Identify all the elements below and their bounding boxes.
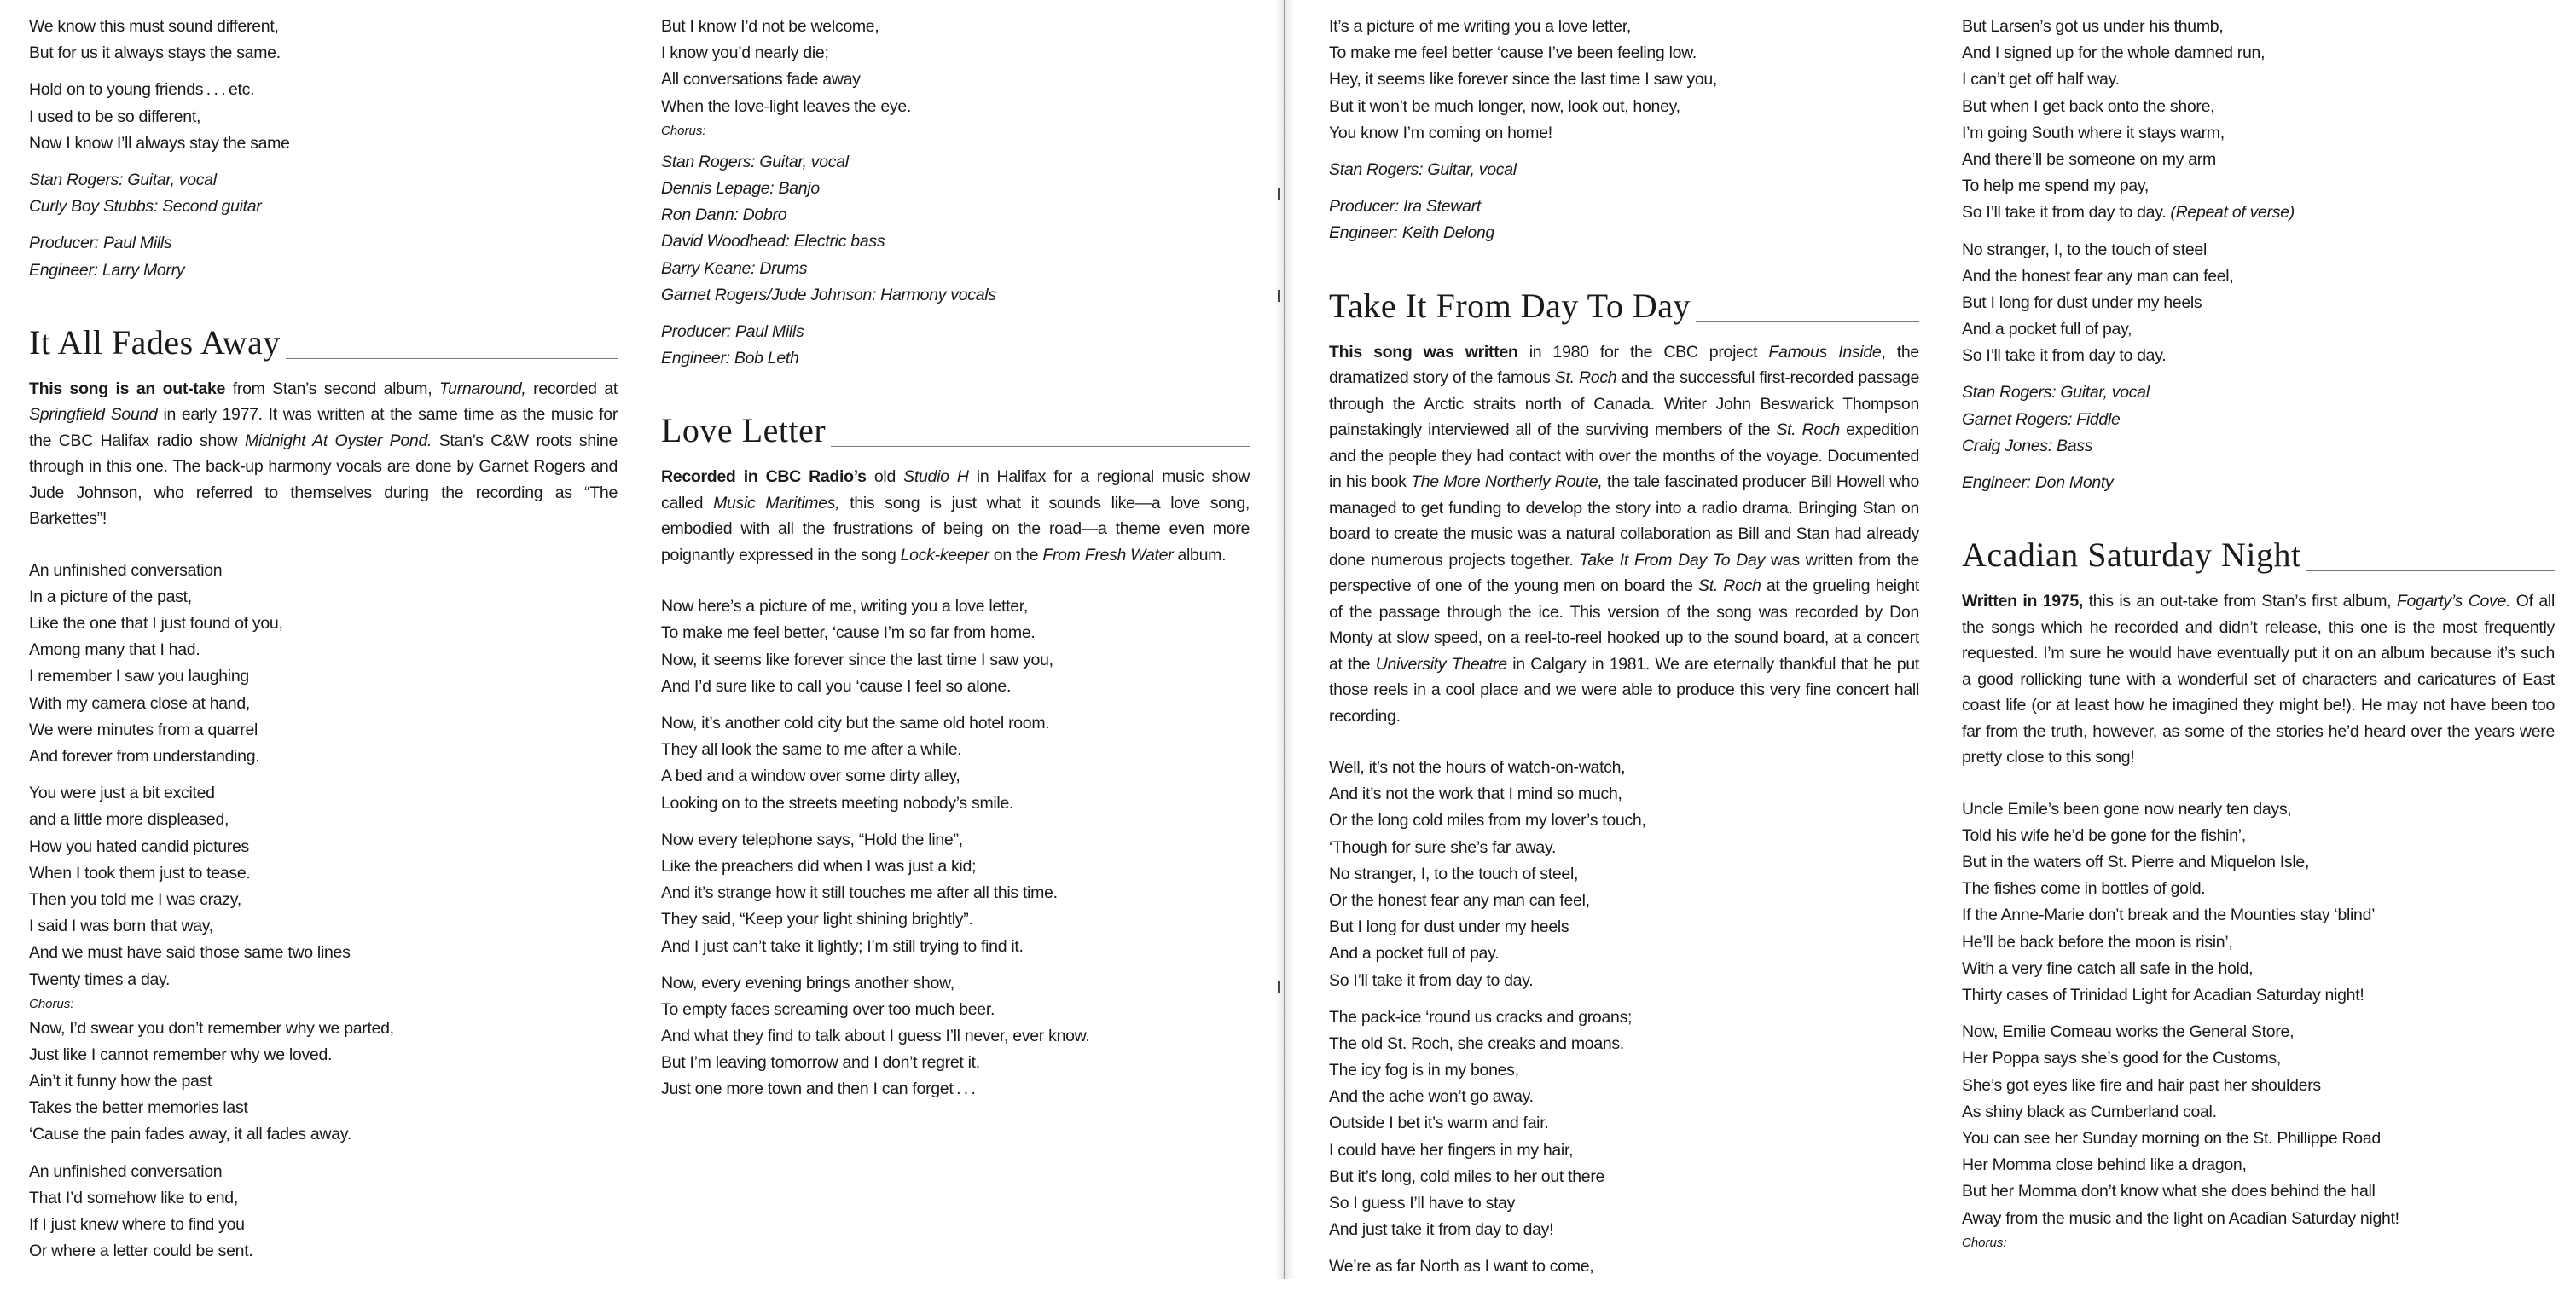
- text-line: No stranger, I, to the touch of steel: [1962, 240, 2207, 259]
- text-line: Garnet Rogers/Jude Johnson: Harmony vocals: [661, 285, 996, 304]
- text-line: We’re as far North as I want to come,: [1329, 1257, 1594, 1277]
- text-line: And it’s strange how it still touches me after all this time.: [661, 883, 1058, 903]
- lyrics-verse: [29, 780, 618, 993]
- text-line: No stranger, I, to the touch of steel,: [1329, 864, 1579, 883]
- text-line: Engineer: Don Monty: [1962, 473, 2114, 492]
- text-line: But it won’t be much longer, now, look out, honey,: [1329, 96, 1680, 116]
- text-line: And I’d sure like to call you ‘cause I feel so alone.: [661, 676, 1012, 696]
- text-line: With a very fine catch all safe in the hold,: [1962, 958, 2254, 978]
- chorus-label: Chorus:: [661, 123, 706, 138]
- text-line: All conversations fade away: [661, 70, 861, 90]
- text-line: Garnet Rogers: Fiddle: [1962, 409, 2121, 429]
- text-line: Stan Rogers: Guitar, vocal: [661, 152, 849, 171]
- song-title: Love Letter: [661, 409, 1250, 452]
- text-line: To make me feel better, ‘cause I’m so far from home.: [661, 623, 1036, 643]
- text-line: Her Poppa says she’s good for the Customs,: [1962, 1049, 2281, 1068]
- text-line: Producer: Paul Mills: [29, 234, 172, 253]
- text-line: And I signed up for the whole damned run,: [1962, 43, 2266, 63]
- text-line: ‘Though for sure she’s far away.: [1329, 837, 1557, 857]
- text-line: An unfinished conversation: [29, 1161, 223, 1181]
- chorus-label: Chorus:: [1962, 1235, 2007, 1250]
- text-line: Producer: Ira Stewart: [1329, 197, 1481, 217]
- lyrics-verse: [1962, 1019, 2555, 1232]
- text-line: Or the honest fear any man can feel,: [1329, 890, 1590, 910]
- text-line: Hold on to young friends . . . etc.: [29, 80, 255, 100]
- text-line: I remember I saw you laughing: [29, 667, 249, 686]
- text-line: Engineer: Larry Morry: [29, 260, 185, 280]
- column-2: [661, 0, 1250, 1114]
- text-line: Now here’s a picture of me, writing you a love letter,: [661, 597, 1028, 617]
- text-line: The pack-ice ‘round us cracks and groans;: [1329, 1007, 1633, 1027]
- text-line: Outside I bet it’s warm and fair.: [1329, 1114, 1549, 1133]
- text-line: Engineer: Bob Leth: [661, 349, 799, 368]
- text-line: Stan Rogers: Guitar, vocal: [1962, 383, 2150, 402]
- text-line: When the love-light leaves the eye.: [661, 96, 912, 116]
- text-line: But I long for dust under my heels: [1962, 292, 2202, 312]
- text-line: She’s got eyes like fire and hair past her shoulders: [1962, 1075, 2321, 1095]
- text-line: So I’ll take it from day to day.: [1329, 970, 1534, 990]
- lyrics-verse: [661, 710, 1250, 817]
- performer-credits: [29, 167, 618, 220]
- text-line: The fishes come in bottles of gold.: [1962, 879, 2206, 899]
- text-line: You know I’m coming on home!: [1329, 123, 1552, 142]
- text-line: I’m going South where it stays warm,: [1962, 123, 2225, 142]
- lyrics-verse: [1329, 14, 1919, 147]
- text-line: You were just a bit excited: [29, 784, 215, 803]
- text-line: Craig Jones: Bass: [1962, 436, 2093, 455]
- song-title: It All Fades Away: [29, 321, 618, 364]
- lyrics-verse: [661, 970, 1250, 1103]
- staple-mark: [1278, 981, 1291, 993]
- performer-credits: [1962, 379, 2555, 460]
- text-line: But for us it always stays the same.: [29, 43, 281, 63]
- lyrics-verse: [1962, 237, 2555, 370]
- song-title: Acadian Saturday Night: [1962, 534, 2555, 576]
- production-credits: [1329, 194, 1919, 246]
- text-line: And a pocket full of pay,: [1962, 320, 2132, 339]
- text-line: Well, it’s not the hours of watch-on-watch,: [1329, 758, 1626, 777]
- staple-mark: [1278, 188, 1291, 200]
- text-line: Now, I’d swear you don’t remember why we parted,: [29, 1018, 394, 1038]
- lyrics-lines: [1962, 14, 2555, 227]
- text-line: Or where a letter could be sent.: [29, 1242, 253, 1261]
- text-line: I said I was born that way,: [29, 917, 213, 936]
- lyrics-chorus: [29, 1016, 618, 1149]
- text-line: Away from the music and the light on Acadian Saturday night!: [1962, 1208, 2399, 1228]
- performer-credits: [661, 149, 1250, 309]
- text-line: So I’ll take it from day to day.: [1962, 346, 2167, 366]
- text-line: [1962, 200, 2555, 226]
- text-line: And what they find to talk about I guess I’ll never, ever know.: [661, 1027, 1090, 1046]
- text-line: Ron Dann: Dobro: [661, 206, 787, 225]
- text-line: Like the one that I just found of you,: [29, 614, 283, 634]
- text-line: And the ache won’t go away.: [1329, 1087, 1534, 1107]
- text-line: But I know I’d not be welcome,: [661, 17, 879, 36]
- text-line: But it’s long, cold miles to her out there: [1329, 1167, 1605, 1186]
- text-line: Now, it’s another cold city but the same old hotel room.: [661, 714, 1050, 732]
- text-line: And the honest fear any man can feel,: [1962, 266, 2234, 286]
- lyrics-verse: [29, 14, 618, 67]
- text-line: Now, every evening brings another show,: [661, 973, 954, 993]
- text-line: They all look the same to me after a while.: [661, 740, 962, 760]
- text-line: But in the waters off St. Pierre and Miquelon Isle,: [1962, 853, 2310, 872]
- text-line: Just like I cannot remember why we loved.: [29, 1045, 333, 1064]
- text-line: Now, it seems like forever since the last time I saw you,: [661, 650, 1053, 669]
- text-line: How you hated candid pictures: [29, 837, 249, 856]
- lyrics-verse: [1329, 1004, 1919, 1244]
- text-line: As shiny black as Cumberland coal.: [1962, 1102, 2217, 1121]
- text-line: They said, “Keep your light shining brightly”.: [661, 910, 973, 929]
- text-line: Or the long cold miles from my lover’s touch,: [1329, 811, 1646, 831]
- text-line: Now, Emilie Comeau works the General Store,: [1962, 1022, 2295, 1042]
- text-line: Told his wife he’d be gone for the fishin’,: [1962, 825, 2246, 845]
- text-line: I could have her fingers in my hair,: [1329, 1140, 1574, 1160]
- lyrics-verse: [661, 14, 1250, 120]
- production-credits: [661, 319, 1250, 372]
- lyrics-verse: [29, 558, 618, 771]
- text-line: He’ll be back before the moon is risin’,: [1962, 932, 2233, 952]
- text-segment: So I’ll take it from day to day.: [1962, 203, 2167, 223]
- text-line: Ain’t it funny how the past: [29, 1072, 212, 1091]
- text-line: And forever from understanding.: [29, 747, 260, 766]
- text-line: And just take it from day to day!: [1329, 1220, 1554, 1240]
- text-line: Now I know I’ll always stay the same: [29, 133, 290, 153]
- text-line: It’s a picture of me writing you a love letter,: [1329, 17, 1632, 36]
- text-line: Engineer: Keith Delong: [1329, 223, 1494, 243]
- text-line: Now every telephone says, “Hold the line”,: [661, 830, 963, 849]
- repeat-note: (Repeat of verse): [2166, 203, 2295, 223]
- text-line: Stan Rogers: Guitar, vocal: [29, 170, 217, 189]
- performer-credits: [1329, 157, 1919, 183]
- text-line: An unfinished conversation: [29, 560, 223, 580]
- text-line: Twenty times a day.: [29, 970, 171, 989]
- text-line: ‘Cause the pain fades away, it all fades away.: [29, 1125, 351, 1144]
- text-line: We were minutes from a quarrel: [29, 720, 258, 739]
- text-line: and a little more displeased,: [29, 810, 229, 830]
- text-line: But her Momma don’t know what she does behind the hall: [1962, 1182, 2376, 1201]
- text-line: Thirty cases of Trinidad Light for Acadian Saturday night!: [1962, 986, 2364, 1004]
- text-line: I know you’d nearly die;: [661, 43, 829, 63]
- text-line: I can’t get off half way.: [1962, 70, 2120, 90]
- lyrics-verse: [661, 593, 1250, 700]
- chorus-label: Chorus:: [29, 996, 74, 1011]
- text-line: So I guess I’ll have to stay: [1329, 1194, 1516, 1213]
- text-line: But when I get back onto the shore,: [1962, 96, 2215, 116]
- text-line: I used to be so different,: [29, 107, 201, 126]
- text-line: Hey, it seems like forever since the last time I saw you,: [1329, 70, 1718, 90]
- song-notes: This song was written in 1980 for the CBC project Famous Inside, the dramatized story of the famous St. Roch and the successful first-recorded passage through the Arctic straits north of Canada. Writer John Beswarick Thompson painstakingly interviewed all of the surviving members of the St. Roch expedition and the people they had contact with over the months of the voyage. Documented in his book The More Northerly Route, the tale fascinated producer Bill Howell who managed to get funding to develop the story into a radio drama. Bringing Stan on board to create the music was a natural collaboration as Bill and Stan had already done numerous projects together. Take It From Day To Day was written from the perspective of one of the young men on board the St. Roch at the grueling height of the passage through the ice. This version of the song was recorded by Don Monty at slow speed, on a reel-to-reel hooked up to the sound board, at a concert at the University Theatre in Calgary in 1981. We are eternally thankful that he put those reels in a cool place and we were able to produce this very fine concert hall recording.: [1329, 342, 1920, 726]
- text-line: Producer: Paul Mills: [661, 321, 804, 341]
- text-line: You can see her Sunday morning on the St. Phillippe Road: [1962, 1128, 2381, 1148]
- text-line: Curly Boy Stubbs: Second guitar: [29, 197, 262, 217]
- production-credits: [29, 230, 618, 283]
- text-line: But I’m leaving tomorrow and I don’t regret it.: [661, 1053, 980, 1073]
- column-3: [1329, 0, 1919, 1291]
- text-line: To make me feel better ‘cause I’ve been feeling low.: [1329, 43, 1697, 63]
- lyrics-verse: [1329, 755, 1919, 994]
- lyrics-verse: [1329, 1253, 1919, 1280]
- song-title: Take It From Day To Day: [1329, 285, 1919, 327]
- song-notes: Written in 1975, this is an out-take from Stan’s first album, Fogarty’s Cove. Of all the songs which he recorded and didn’t release, this one is the most frequently requested. I’m sure he would have eventually put it on an album because it’s such a good rollicking tune with a wonderful set of characters and caricatures of East coast life (or at least how he imagined they might be!). He may not have been too far from the truth, however, as some of the stories he’d heard over the years were pretty close to this song!: [1962, 592, 2555, 767]
- text-line: In a picture of the past,: [29, 587, 192, 606]
- text-line: Dennis Lepage: Banjo: [661, 178, 820, 198]
- text-line: And we must have said those same two lines: [29, 943, 351, 963]
- song-notes: This song is an out-take from Stan’s second album, Turnaround, recorded at Springfield Sound in early 1977. It was written at the same time as the music for the CBC Halifax radio show Midnight At Oyster Pond. Stan’s C&W roots shine through in this one. The back-up harmony vocals are done by Garnet Rogers and Jude Johnson, who referred to themselves during the recording as “The Barkettes”!: [29, 379, 618, 529]
- text-line: And a pocket full of pay.: [1329, 944, 1500, 964]
- text-line: And I just can’t take it lightly; I’m still trying to find it.: [661, 936, 1024, 956]
- text-line: Uncle Emile’s been gone now nearly ten days,: [1962, 799, 2292, 819]
- staple-mark: [1278, 290, 1291, 302]
- text-line: But Larsen’s got us under his thumb,: [1962, 17, 2224, 36]
- text-line: We know this must sound different,: [29, 17, 279, 36]
- lyrics-verse: [1962, 796, 2555, 1010]
- text-line: To empty faces screaming over too much beer.: [661, 999, 995, 1019]
- column-1: [29, 0, 618, 1275]
- text-line: But I long for dust under my heels: [1329, 918, 1569, 937]
- text-line: Stan Rogers: Guitar, vocal: [1329, 159, 1517, 179]
- text-line: Just one more town and then I can forget . . .: [661, 1080, 976, 1099]
- text-line: Among many that I had.: [29, 640, 200, 660]
- text-line: If I just knew where to find you: [29, 1215, 245, 1234]
- column-4: [1962, 0, 2555, 1254]
- text-line: And it’s not the work that I mind so much,: [1329, 784, 1622, 804]
- text-line: Her Momma close behind like a dragon,: [1962, 1155, 2247, 1175]
- text-line: If the Anne-Marie don’t break and the Mounties stay ‘blind’: [1962, 906, 2376, 925]
- text-line: Like the preachers did when I was just a kid;: [661, 856, 977, 876]
- text-line: That I’d somehow like to end,: [29, 1188, 238, 1207]
- lyrics-verse: [1962, 14, 2555, 227]
- text-line: When I took them just to tease.: [29, 863, 251, 883]
- text-line: Takes the better memories last: [29, 1098, 248, 1118]
- production-credits: [1962, 470, 2555, 496]
- song-notes: Recorded in CBC Radio’s old Studio H in Halifax for a regional music show called Music Maritimes, this song is just what it sounds like—a love song, embodied with all the frustrations of being on the road—a theme even more poignantly expressed in the song Lock-keeper on the From Fresh Water album.: [661, 467, 1250, 564]
- text-line: Barry Keane: Drums: [661, 258, 808, 278]
- text-line: David Woodhead: Electric bass: [661, 232, 885, 252]
- text-line: Looking on to the streets meeting nobody’s smile.: [661, 793, 1014, 813]
- text-line: With my camera close at hand,: [29, 693, 250, 713]
- text-line: And there’ll be someone on my arm: [1962, 149, 2216, 169]
- text-line: The old St. Roch, she creaks and moans.: [1329, 1033, 1624, 1053]
- text-line: To help me spend my pay,: [1962, 177, 2149, 196]
- lyrics-verse: [29, 77, 618, 157]
- text-line: Then you told me I was crazy,: [29, 889, 241, 909]
- text-line: A bed and a window over some dirty alley,: [661, 767, 960, 786]
- text-line: The icy fog is in my bones,: [1329, 1061, 1519, 1080]
- lyrics-verse: [29, 1159, 618, 1265]
- lyrics-verse: [661, 827, 1250, 960]
